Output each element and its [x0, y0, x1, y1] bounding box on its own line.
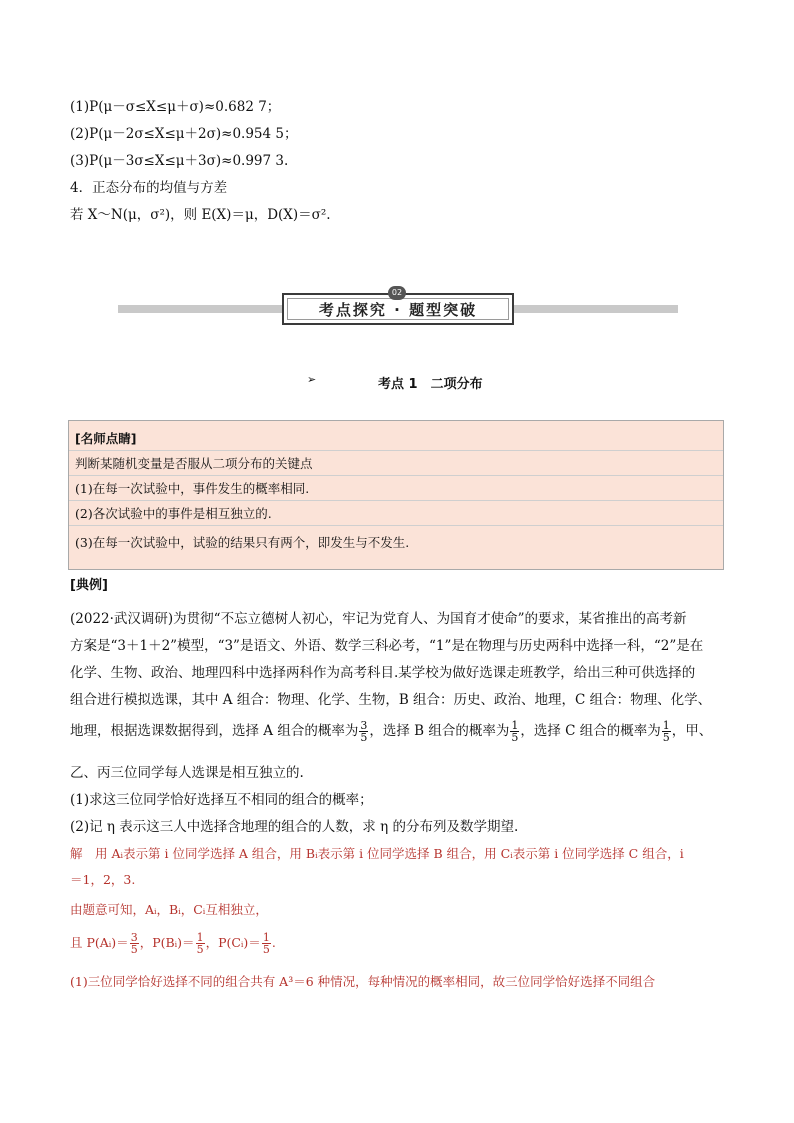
- example-heading: [典例]: [70, 578, 108, 593]
- fraction-b: [510, 720, 519, 743]
- fraction-a-num: 3: [360, 719, 368, 732]
- example-line-6: 乙、丙三位同学每人选课是相互独立的.: [70, 765, 304, 781]
- example-line-3: 化学、生物、政治、地理四科中选择两科作为高考科目.某学校为做好选课走班教学，给出三种可供选择的: [70, 665, 696, 681]
- tip-line-1: 判断某随机变量是否服从二项分布的关键点: [69, 452, 723, 476]
- solution-line-4-part-c: ，P(Cᵢ)＝: [205, 935, 261, 950]
- solution-fraction-a-den: 5: [130, 943, 138, 956]
- solution-line-4-part-d: .: [271, 935, 276, 950]
- tip-heading: [名师点睛]: [69, 427, 723, 451]
- solution-fraction-c-den: 5: [262, 943, 270, 956]
- topic-title: 考点 1 二项分布: [378, 377, 483, 392]
- topic-heading: [0, 373, 794, 393]
- tip-box: [68, 420, 724, 570]
- banner-title: 考点探究 · 题型突破: [318, 300, 478, 319]
- formula-line-3: (3)P(μ－3σ≤X≤μ＋3σ)≈0.997 3.: [70, 153, 289, 169]
- solution-line-5: (1)三位同学恰好选择不同的组合共有 A³＝6 种情况，每种情况的概率相同，故三位同学恰好选择不同组合: [70, 974, 656, 989]
- banner-badge: 02: [388, 286, 406, 300]
- tip-line-2: (1)在每一次试验中，事件发生的概率相同.: [69, 477, 723, 501]
- solution-fraction-a-num: 3: [130, 931, 138, 944]
- solution-fraction-c: [262, 932, 271, 955]
- fraction-b-num: 1: [511, 719, 519, 732]
- mean-variance-line: 若 X～N(μ，σ²)，则 E(X)＝μ，D(X)＝σ².: [70, 207, 331, 223]
- solution-fraction-b-num: 1: [196, 931, 204, 944]
- formula-line-1: (1)P(μ－σ≤X≤μ＋σ)≈0.682 7；: [70, 99, 281, 115]
- arrow-icon: ➢: [307, 373, 317, 386]
- solution-line-1: 解 用 Aᵢ表示第 i 位同学选择 A 组合，用 Bᵢ表示第 i 位同学选择 B 组合，用 Cᵢ表示第 i 位同学选择 C 组合，i: [70, 846, 684, 861]
- solution-fraction-b: [196, 932, 205, 955]
- solution-line-4: [70, 932, 276, 955]
- solution-fraction-b-den: 5: [196, 943, 204, 956]
- fraction-a-den: 5: [360, 731, 368, 744]
- solution-line-4-part-b: ，P(Bᵢ)＝: [139, 935, 195, 950]
- example-line-5-part-d: ，甲、: [671, 723, 713, 739]
- solution-fraction-c-num: 1: [262, 931, 270, 944]
- solution-line-3: 由题意可知，Aᵢ，Bᵢ，Cᵢ互相独立，: [70, 902, 268, 917]
- example-line-4: 组合进行模拟选课，其中 A 组合：物理、化学、生物，B 组合：历史、政治、地理，C 组合：物理、化学、: [70, 692, 712, 708]
- solution-line-2: ＝1，2，3.: [70, 872, 136, 887]
- question-1: (1)求这三位同学恰好选择互不相同的组合的概率；: [70, 792, 373, 808]
- tip-line-3: (2)各次试验中的事件是相互独立的.: [69, 502, 723, 526]
- example-line-5-part-c: ，选择 C 组合的概率为: [520, 723, 661, 739]
- fraction-b-den: 5: [511, 731, 519, 744]
- example-line-5-part-a: 地理，根据选课数据得到，选择 A 组合的概率为: [70, 723, 359, 739]
- example-line-5-part-b: ，选择 B 组合的概率为: [369, 723, 510, 739]
- fraction-a: [359, 720, 368, 743]
- example-line-5: [70, 720, 712, 743]
- tip-line-4: (3)在每一次试验中，试验的结果只有两个，即发生与不发生.: [75, 535, 410, 550]
- solution-fraction-a: [130, 932, 139, 955]
- section-heading-4: 4．正态分布的均值与方差: [70, 180, 228, 196]
- question-2: (2)记 η 表示这三人中选择含地理的组合的人数，求 η 的分布列及数学期望.: [70, 819, 519, 835]
- example-line-1: (2022·武汉调研)为贯彻“不忘立德树人初心，牢记为党育人、为国育才使命”的要求，某省推出的高考新: [70, 611, 687, 627]
- fraction-c-den: 5: [662, 731, 670, 744]
- fraction-c: [662, 720, 671, 743]
- banner-inner-frame: [287, 298, 509, 320]
- solution-line-4-part-a: 且 P(Aᵢ)＝: [70, 935, 129, 950]
- fraction-c-num: 1: [662, 719, 670, 732]
- formula-line-2: (2)P(μ－2σ≤X≤μ＋2σ)≈0.954 5；: [70, 126, 298, 142]
- example-line-2: 方案是“3＋1＋2”模型，“3”是语文、外语、数学三科必考，“1”是在物理与历史两科中选择一科，“2”是在: [70, 638, 704, 654]
